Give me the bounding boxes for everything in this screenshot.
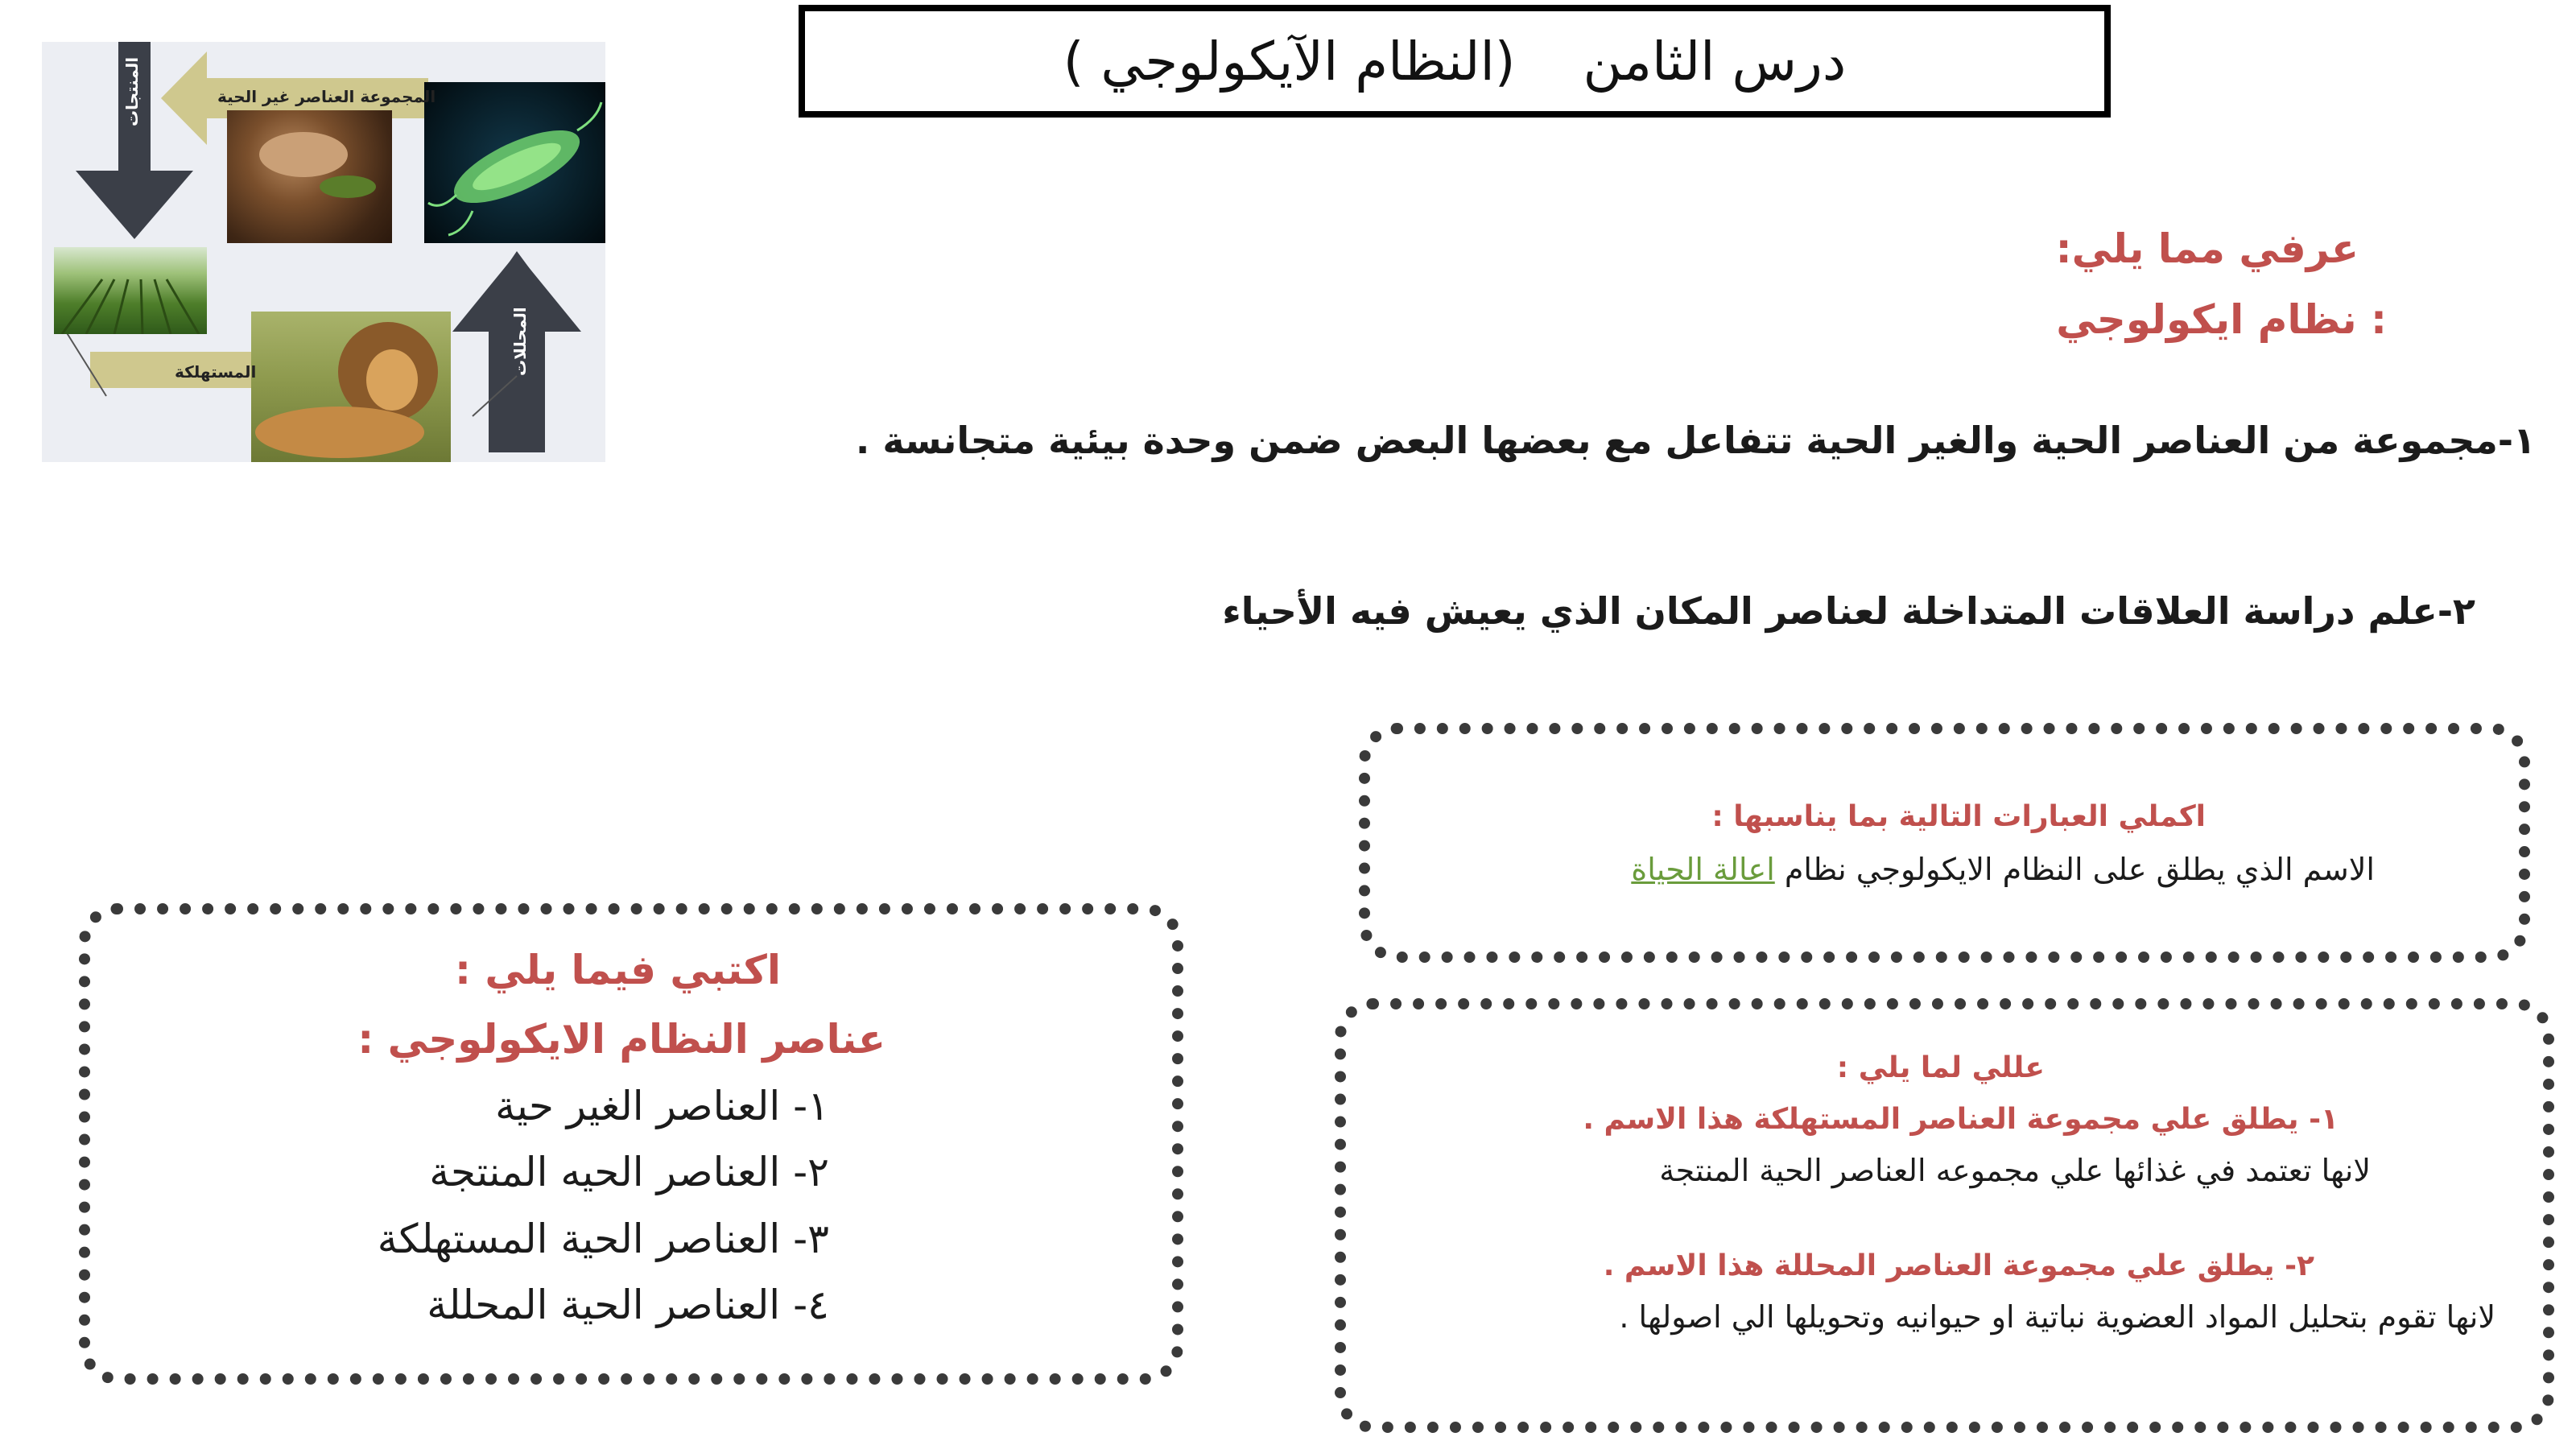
complete-heading: اكملي العبارات التالية بما يناسبها :: [1711, 800, 2206, 833]
explain-heading: عللي لما يلي :: [1836, 1051, 2045, 1084]
complete-box: [1359, 723, 2530, 963]
label-nonliving: المجموعة العناصر غير الحية: [217, 87, 436, 106]
define-heading: عرفي مما يلي:: [2055, 225, 2359, 272]
lion-photo: [251, 312, 451, 462]
explain-question-1: ١- يطلق علي مجموعة العناصر المستهلكة هذا الاسم .: [1583, 1103, 2339, 1136]
bacteria-photo: [424, 82, 605, 243]
write-heading: اكتبي فيما يلي :: [454, 947, 781, 993]
explain-answer-1: لانها تعتمد في غذائها علي مجموعه العناصر الحية المنتجة: [1659, 1153, 2371, 1188]
label-decomposers: المحللات: [510, 307, 530, 376]
element-item-3: ٣- العناصر الحية المستهلكة: [377, 1216, 829, 1262]
write-subheading: عناصر النظام الايكولوجي :: [357, 1016, 886, 1063]
label-consumers: المستهلكة: [175, 362, 257, 382]
element-item-1: ١- العناصر الغير حية: [495, 1083, 829, 1129]
element-item-2: ٢- العناصر الحيه المنتجة: [429, 1149, 829, 1195]
complete-sentence-text: الاسم الذي يطلق على النظام الايكولوجي نظام: [1784, 852, 2375, 887]
lesson-title: درس الثامن (النظام الآيكولوجي ): [799, 5, 2111, 118]
label-producers: المنتجات: [122, 56, 142, 126]
crops-photo: [54, 247, 207, 334]
definition-line-2: ٢-علم دراسة العلاقات المتداخلة لعناصر المكان الذي يعيش فيه الأحياء: [1222, 589, 2475, 633]
define-term: : نظام ايكولوجي: [2056, 296, 2387, 343]
definition-line-1: ١-مجموعة من العناصر الحية والغير الحية تتفاعل مع بعضها البعض ضمن وحدة بيئية متجانسة .: [855, 419, 2536, 462]
complete-sentence: [1631, 852, 2375, 887]
complete-answer: اعالة الحياة: [1631, 852, 1775, 887]
explain-answer-2: لانها تقوم بتحليل المواد العضوية نباتية او حيوانيه وتحويلها الي اصولها .: [1619, 1299, 2496, 1335]
explain-question-2: ٢- يطلق علي مجموعة العناصر المحللة هذا الاسم .: [1603, 1249, 2314, 1282]
element-item-4: ٤- العناصر الحية المحللة: [427, 1282, 829, 1328]
soil-photo: [227, 110, 392, 243]
ecosystem-diagram: [42, 42, 605, 462]
